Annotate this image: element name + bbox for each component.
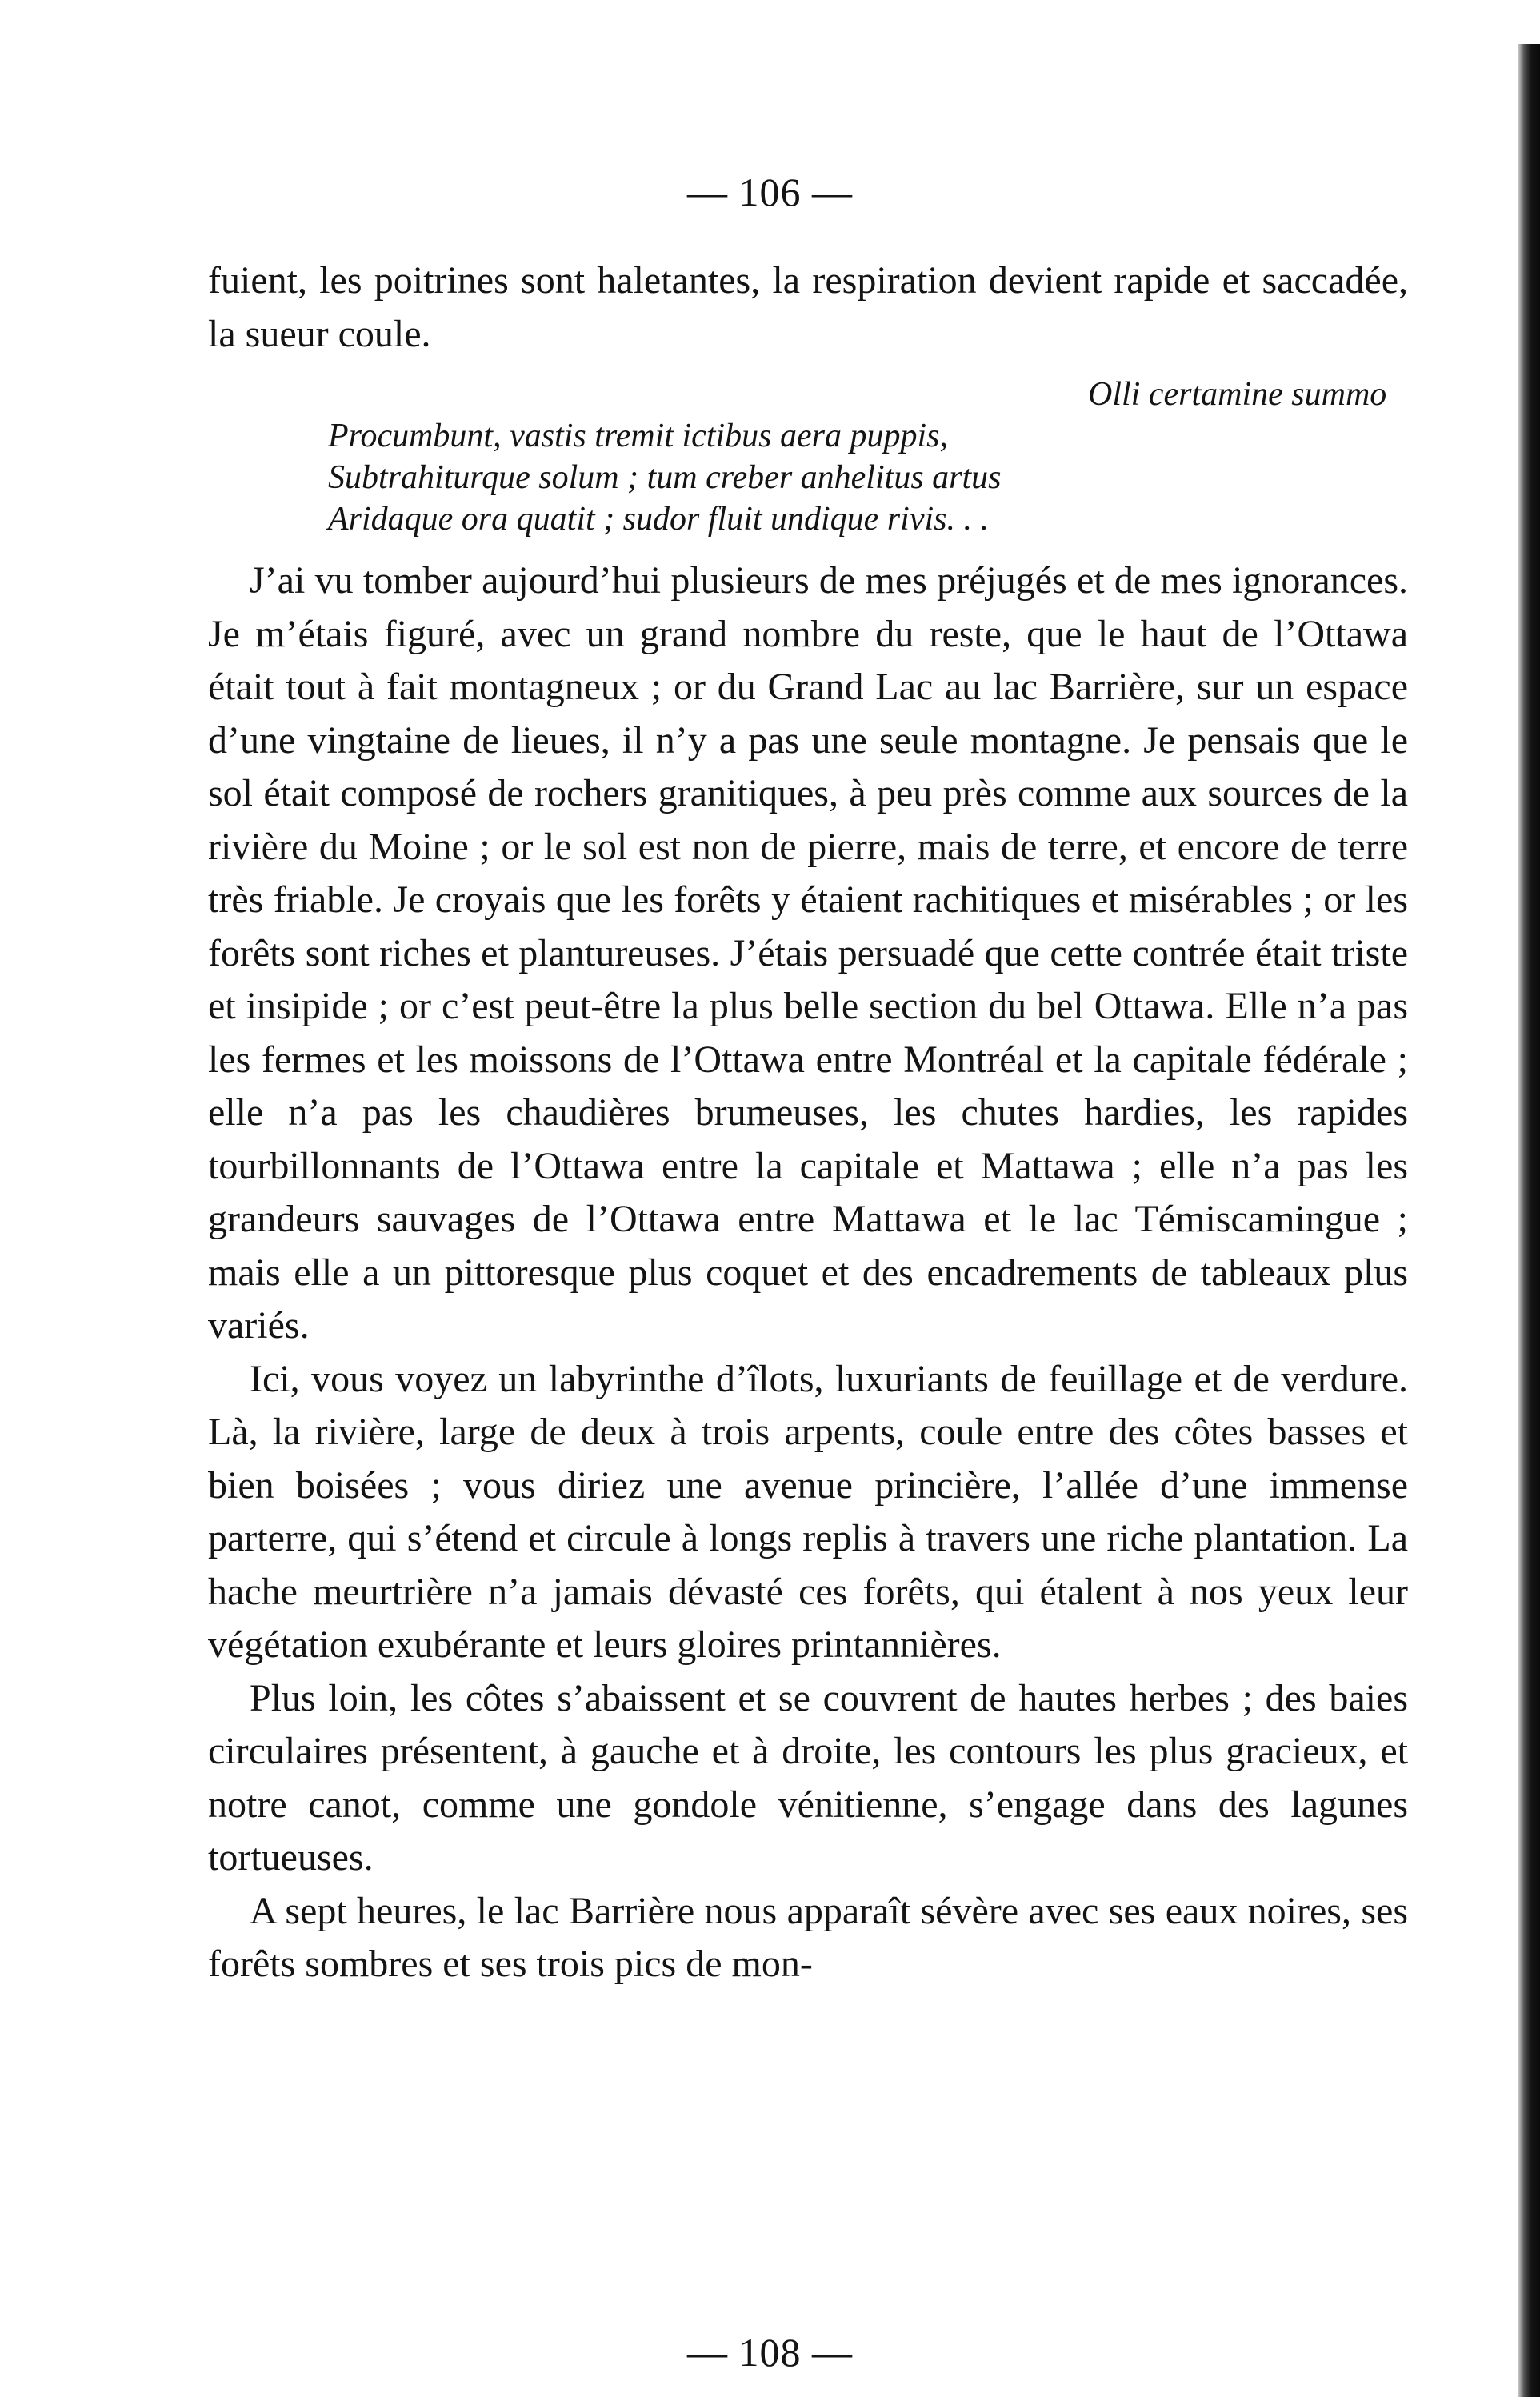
paragraph: A sept heures, le lac Barrière nous apparaît sévère avec ses eaux noires, ses forêts sombres et ses trois pics de mon-: [208, 1889, 1408, 1985]
paragraph: J’ai vu tomber aujourd’hui plusieurs de mes préjugés et de mes ignorances. Je m’étais figuré, avec un grand nombre du reste, que le haut de l’Ottawa était tout à fait montagneux ; or du Grand Lac au lac Barrière, sur un espace d’une vingtaine de lieues, il n’y a pas une seule montagne. Je pensais que le sol était composé de rochers granitiques, à peu près comme aux sources de la rivière du Moine ; or le sol est non de pierre, mais de terre, et encore de terre très friable. Je croyais que les forêts y étaient rachitiques et misérables ; or les forêts sont riches et plantureuses. J’étais persuadé que cette contrée était triste et insipide ; or c’est peut-être la plus belle section du bel Ottawa. Elle n’a pas les fermes et les moissons de l’Ottawa entre Montréal et la capitale fédérale ; elle n’a pas les chaudières brumeuses, les chutes hardies, les rapides tourbillonnants de l’Ottawa entre la capitale et Mattawa ; elle n’a pas les grandeurs sauvages de l’Ottawa entre Mattawa et le lac Témiscamingue ; mais elle a un pittoresque plus coquet et des encadrements de tableaux plus variés.: [208, 559, 1408, 1347]
paragraph: Ici, vous voyez un labyrinthe d’îlots, luxuriants de feuillage et de verdure. Là, la rivière, large de deux à trois arpents, coule entre des côtes basses et bien boisées ; vous diriez une avenue princière, l’allée d’une immense parterre, qui s’étend et circule à longs replis à travers une riche plantation. La hache meurtrière n’a jamais dévasté ces forêts, qui étalent à nos yeux leur végétation exubérante et leurs gloires printannières.: [208, 1357, 1408, 1666]
text-block: [208, 254, 1408, 1991]
binding-edge: [1518, 44, 1540, 2397]
latin-verse-quotation: [208, 374, 1408, 540]
page-number-footer: — 108 —: [687, 2330, 853, 2375]
verse-line: Procumbunt, vastis tremit ictibus aera puppis,: [328, 418, 949, 454]
paragraph: Plus loin, les côtes s’abaissent et se couvrent de hautes herbes ; des baies circulaires présentent, à gauche et à droite, les contours les plus gracieux, et notre canot, comme une gondole vénitienne, s’engage dans des lagunes tortueuses.: [208, 1676, 1408, 1879]
page-number-header: — 106 —: [687, 170, 853, 214]
verse-line: Subtrahiturque solum ; tum creber anhelitus artus: [328, 459, 1002, 496]
verse-line: Olli certamine summo: [1088, 376, 1387, 413]
verse-line: Aridaque ora quatit ; sudor fluit undique rivis. . .: [328, 501, 989, 538]
opening-paragraph: fuient, les poitrines sont haletantes, la respiration devient rapide et saccadée, la sueur coule.: [208, 259, 1408, 355]
